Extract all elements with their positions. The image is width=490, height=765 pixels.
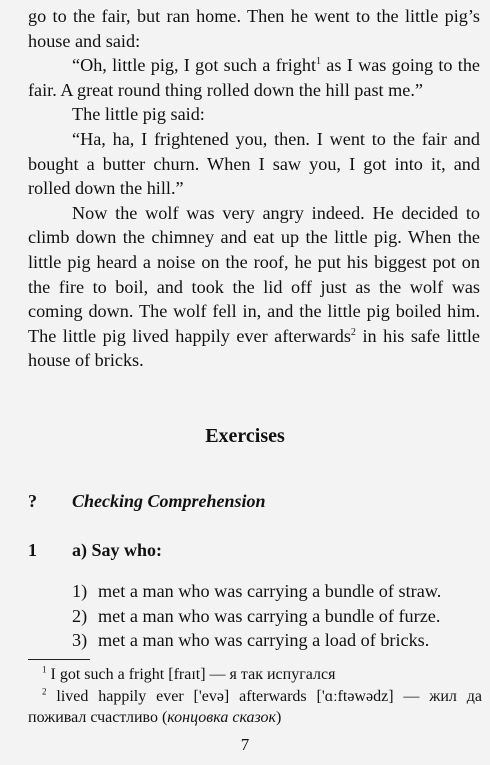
footnote: $^2$ lived happily ever ['evə] afterwards ['ɑːftəwədz] — жил да поживал счастливо (концовка сказок) — [28, 686, 482, 726]
exercises-heading: Exercises — [205, 425, 285, 447]
footnote-ref: 2 — [350, 326, 356, 338]
paragraph: Now the wolf was very angry indeed. He decided to climb down the chimney and eat up the little pig. When the little pig heard a noise on the roof, he put his biggest pot on the fire to boil, and took the lid off just as the wolf was coming down. The wolf fell in, and the little pig boiled him. The little pig lived happily ever afterwards$^2$ in his safe little house of bricks. — [28, 202, 480, 371]
footnote: $^1$ I got such a fright [fraɪt] — я так испугался — [42, 664, 336, 683]
list-item: 3) met a man who was carrying a load of bricks. — [72, 630, 430, 651]
page-number: 7 — [240, 735, 250, 754]
section-title: Checking Comprehension — [72, 491, 266, 511]
paragraph: The little pig said: — [72, 104, 205, 125]
story-text — [28, 4, 480, 373]
footnotes — [28, 664, 482, 729]
list-item: 1) met a man who was carrying a bundle of straw. — [72, 581, 442, 601]
paragraph: “Oh, little pig, I got such a fright$^1$ as I was going to the fair. A great round thing rolled down the hill past me.” — [28, 55, 480, 100]
footnote-ref: 1 — [316, 56, 322, 68]
exercise-subtitle: a) Say who: — [72, 540, 163, 560]
exercise-number: 1 — [28, 540, 37, 560]
list-item: 2) met a man who was carrying a bundle of furze. — [72, 605, 441, 626]
paragraph: “Ha, ha, I frightened you, then. I went to the fair and bought a butter churn. When I saw you, I got into it, and rolled down the hill.” — [28, 128, 480, 199]
exercise-items — [72, 579, 482, 653]
footnote-divider — [28, 659, 90, 660]
paragraph: go to the fair, but ran home. Then he went to the little pig’s house and said: — [28, 6, 480, 51]
question-mark-icon: ? — [28, 491, 37, 511]
